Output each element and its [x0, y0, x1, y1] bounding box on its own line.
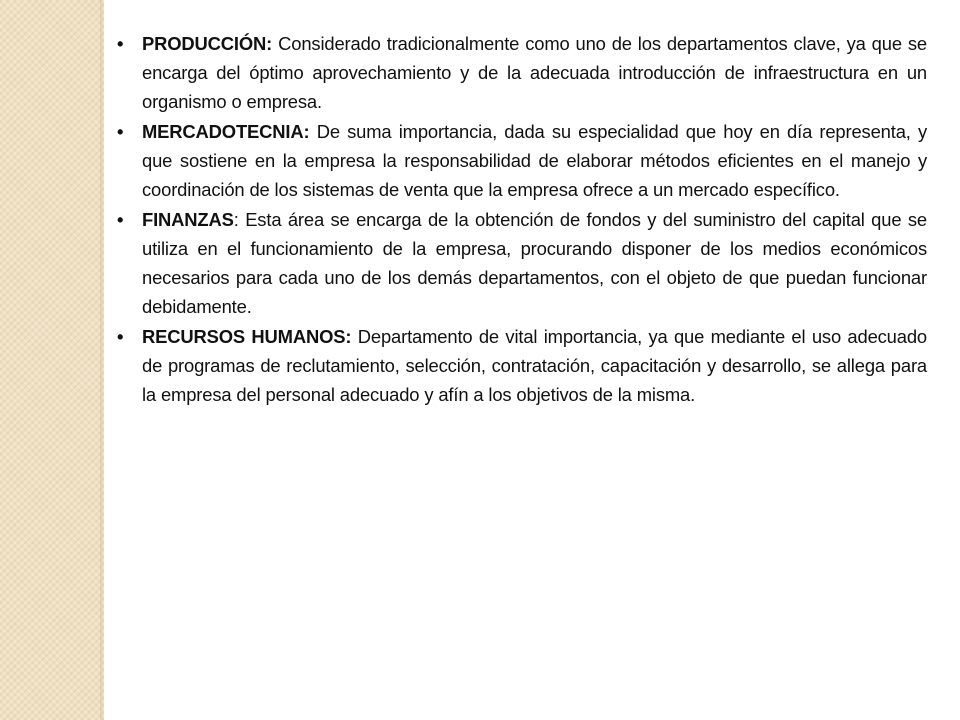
item-heading: FINANZAS: [142, 209, 234, 230]
bullet-item-produccion: [117, 29, 927, 116]
item-description: Departamento de vital importancia, ya que mediante el uso adecuado de programas de reclutamiento, selección, contratación, capacitación y desarrollo, se allega para la empresa del personal adecuado y afín a los objetivos de la misma.: [142, 326, 927, 405]
item-description: De suma importancia, dada su especialidad que hoy en día representa, y que sostiene en la empresa la responsabilidad de elaborar métodos eficientes en el manejo y coordinación de los sistemas de venta que la empresa ofrece a un mercado específico.: [142, 121, 927, 200]
bullet-icon: •: [117, 326, 124, 347]
bullet-list: [117, 29, 927, 409]
bullet-item-mercadotecnia: [117, 117, 927, 204]
bullet-item-finanzas: [117, 205, 927, 321]
item-heading: RECURSOS HUMANOS:: [142, 326, 352, 347]
item-heading: MERCADOTECNIA:: [142, 121, 310, 142]
bullet-icon: •: [117, 121, 124, 142]
bullet-icon: •: [117, 209, 124, 230]
item-heading: PRODUCCIÓN:: [142, 33, 273, 54]
item-description: Considerado tradicionalmente como uno de los departamentos clave, ya que se encarga del óptimo aprovechamiento y de la adecuada introducción de infraestructura en un organismo o empresa.: [142, 33, 927, 112]
decorative-side-band: [0, 0, 104, 720]
slide-content: [117, 29, 927, 410]
item-description: : Esta área se encarga de la obtención de fondos y del suministro del capital que se utiliza en el funcionamiento de la empresa, procurando disponer de los medios económicos necesarios para cada uno de los demás departamentos, con el objeto de que puedan funcionar debidamente.: [142, 209, 927, 317]
bullet-icon: •: [117, 33, 124, 54]
bullet-item-recursos-humanos: [117, 322, 927, 409]
